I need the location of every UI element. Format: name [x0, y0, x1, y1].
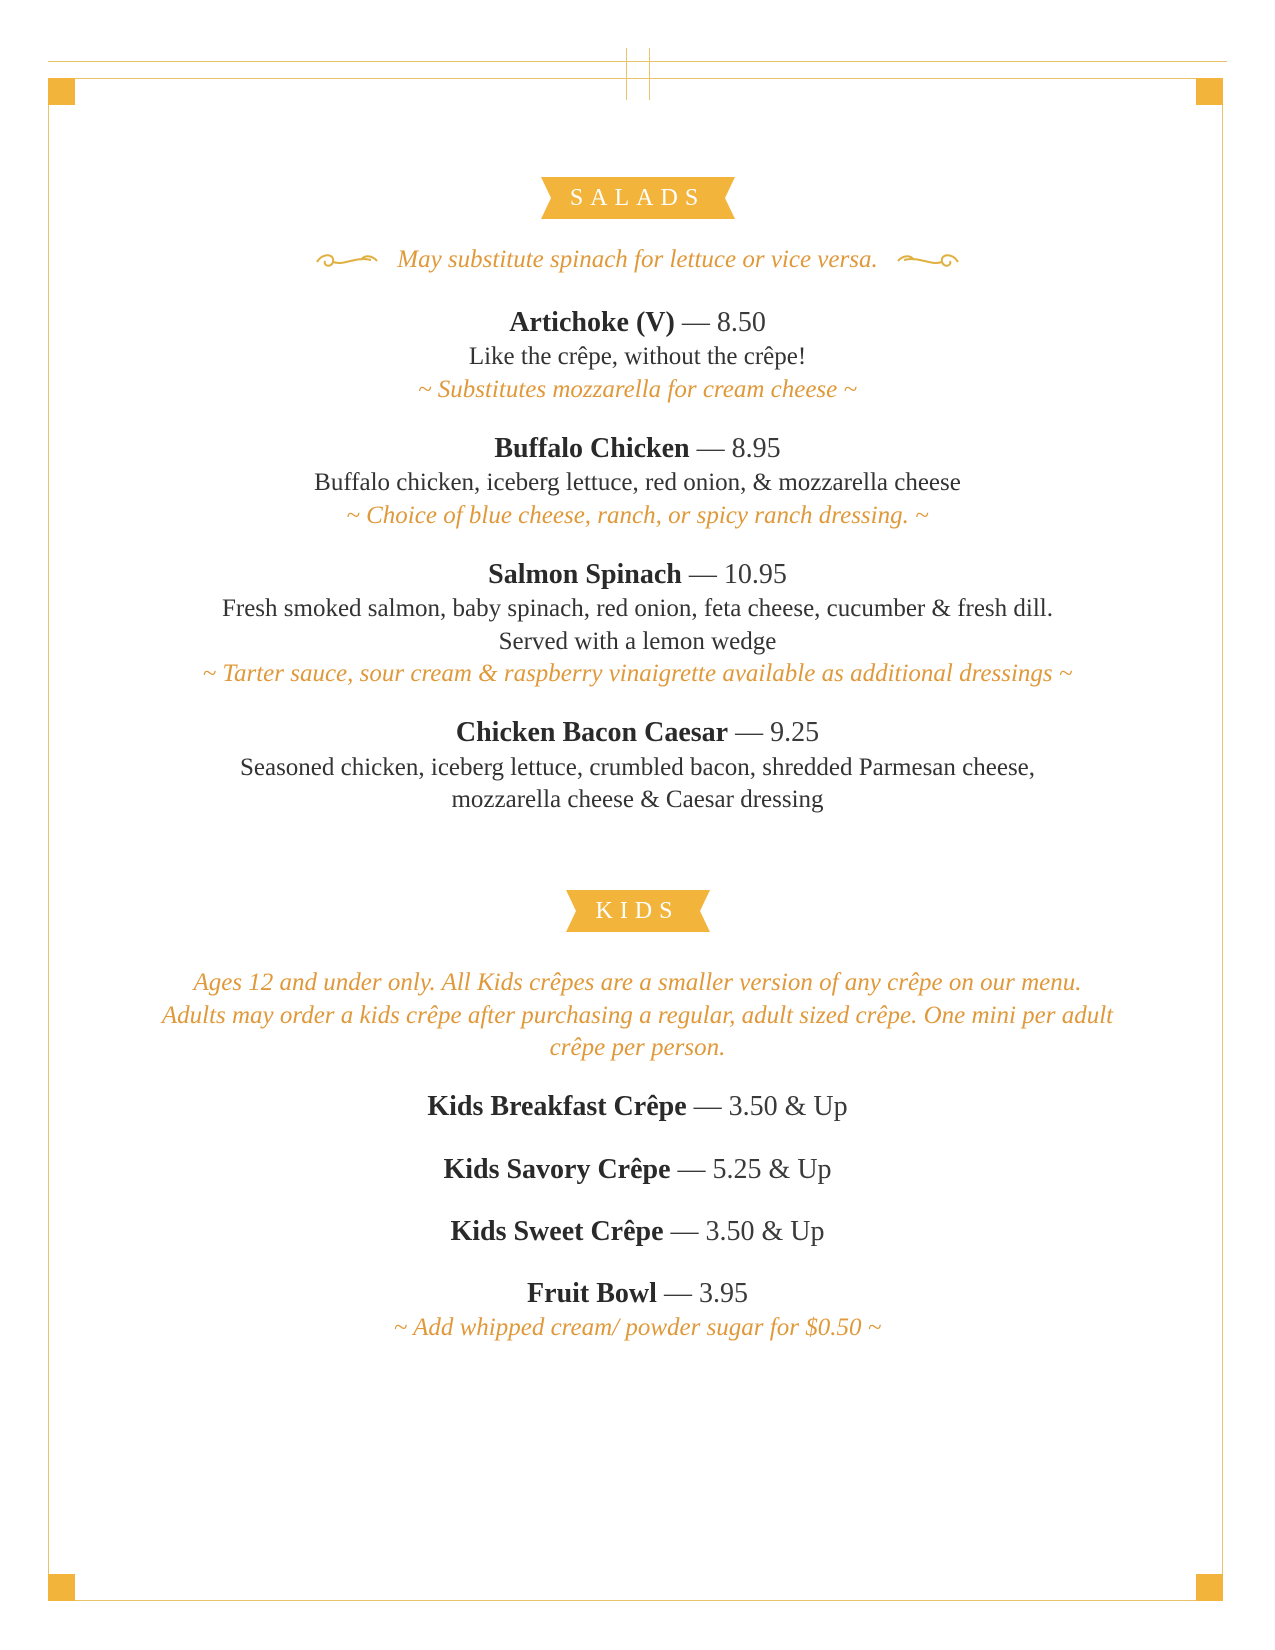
item-name: Kids Breakfast Crêpe	[427, 1091, 687, 1122]
item-separator: —	[663, 1216, 706, 1247]
item-separator: —	[681, 559, 724, 590]
item-name: Chicken Bacon Caesar	[455, 717, 729, 748]
menu-item-buffalo-chicken	[0, 432, 1275, 466]
item-name: Salmon Spinach	[488, 559, 682, 590]
item-price: 10.95	[723, 559, 787, 590]
item-name: Kids Savory Crêpe	[443, 1154, 671, 1185]
corner-square-tr	[1196, 78, 1223, 105]
salads-note: May substitute spinach for lettuce or vice versa.	[397, 246, 878, 273]
item-name: Kids Sweet Crêpe	[450, 1216, 664, 1247]
item-price: 8.95	[731, 433, 781, 464]
item-description: Seasoned chicken, iceberg lettuce, crumbled bacon, shredded Parmesan cheese,	[239, 754, 1036, 781]
item-name: Buffalo Chicken	[494, 433, 690, 464]
flourish-left-icon	[315, 250, 379, 272]
menu-item-artichoke	[0, 306, 1275, 340]
item-note: ~ Tarter sauce, sour cream & raspberry vinaigrette available as additional dressings ~	[202, 660, 1073, 687]
item-separator: —	[670, 1154, 713, 1185]
kids-note-line: crêpe per person.	[549, 1034, 726, 1061]
item-separator: —	[656, 1278, 699, 1309]
kids-note-line: Adults may order a kids crêpe after purchasing a regular, adult sized crêpe. One mini per adult	[161, 1002, 1114, 1029]
item-description: Buffalo chicken, iceberg lettuce, red onion, & mozzarella cheese	[314, 469, 961, 496]
corner-square-br	[1196, 1574, 1223, 1601]
kids-heading: KIDS	[595, 898, 680, 924]
menu-item-kids-breakfast-crepe	[0, 1090, 1275, 1124]
item-name: Artichoke (V)	[509, 307, 675, 338]
menu-item-kids-savory-crepe	[0, 1153, 1275, 1187]
item-separator: —	[674, 307, 717, 338]
corner-square-bl	[48, 1574, 75, 1601]
item-note: ~ Substitutes mozzarella for cream cheese ~	[417, 376, 858, 403]
menu-item-chicken-bacon-caesar	[0, 716, 1275, 750]
item-price: 9.25	[770, 717, 820, 748]
salads-banner	[541, 177, 735, 219]
corner-square-tl	[48, 78, 75, 105]
item-description: mozzarella cheese & Caesar dressing	[451, 786, 824, 813]
salads-note-line	[0, 243, 1275, 276]
flourish-right-icon	[896, 250, 960, 272]
item-name: Fruit Bowl	[527, 1278, 657, 1309]
menu-item-salmon-spinach	[0, 558, 1275, 592]
menu-item-kids-sweet-crepe	[0, 1215, 1275, 1249]
item-price: 3.50 & Up	[728, 1091, 848, 1122]
item-separator: —	[728, 717, 771, 748]
menu-item-fruit-bowl	[0, 1277, 1275, 1311]
item-description: Like the crêpe, without the crêpe!	[468, 343, 807, 370]
item-price: 3.50 & Up	[705, 1216, 825, 1247]
frame-top-rule	[48, 61, 1227, 62]
item-price: 3.95	[698, 1278, 748, 1309]
kids-note-line: Ages 12 and under only. All Kids crêpes are a smaller version of any crêpe on our menu.	[193, 969, 1082, 996]
item-description: Served with a lemon wedge	[498, 628, 777, 655]
item-description: Fresh smoked salmon, baby spinach, red onion, feta cheese, cucumber & fresh dill.	[221, 595, 1054, 622]
item-price: 8.50	[716, 307, 766, 338]
kids-banner	[566, 890, 710, 932]
salads-heading: SALADS	[569, 185, 706, 211]
item-price: 5.25 & Up	[712, 1154, 832, 1185]
item-note: ~ Add whipped cream/ powder sugar for $0.50 ~	[393, 1314, 882, 1341]
item-separator: —	[689, 433, 732, 464]
item-note: ~ Choice of blue cheese, ranch, or spicy ranch dressing. ~	[346, 502, 929, 529]
item-separator: —	[686, 1091, 729, 1122]
